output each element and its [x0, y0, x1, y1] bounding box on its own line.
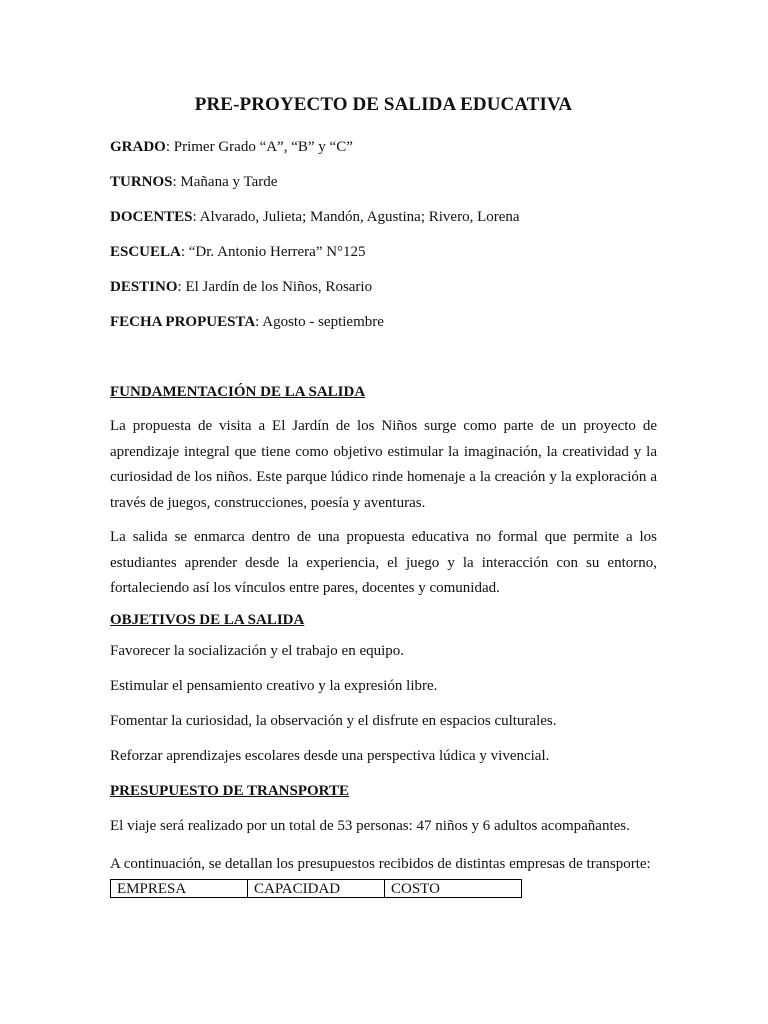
field-label: GRADO: [110, 139, 166, 155]
document-content: [110, 94, 657, 898]
paragraph: A continuación, se detallan los presupuestos recibidos de distintas empresas de transporte:: [110, 855, 651, 872]
field-value: : El Jardín de los Niños, Rosario: [177, 279, 373, 295]
section-heading-presupuesto: PRESUPUESTO DE TRANSPORTE: [110, 782, 349, 799]
field-escuela: [110, 243, 657, 261]
paragraph: La propuesta de visita a El Jardín de los Niños surge como parte de un proyecto de aprendizaje integral que tiene como objetivo estimular la imaginación, la creatividad y la curiosidad de los niños. Este parque lúdico rinde homenaje a la creación y la exploración a través de juegos, construcciones, poesía y aventuras.: [110, 418, 657, 511]
field-label: DOCENTES: [110, 209, 193, 225]
objective-item: Favorecer la socialización y el trabajo en equipo.: [110, 642, 405, 659]
paragraph: La salida se enmarca dentro de una propuesta educativa no formal que permite a los estudiantes aprender desde la experiencia, el juego y la interacción con su entorno, fortaleciendo así los vínculos entre pares, docentes y comunidad.: [110, 529, 657, 596]
table-header-row: [111, 880, 522, 898]
objective-item: Fomentar la curiosidad, la observación y el disfrute en espacios culturales.: [110, 712, 557, 729]
objective-item: Estimular el pensamiento creativo y la expresión libre.: [110, 677, 438, 694]
transport-budget-table: [110, 879, 522, 898]
field-fecha-propuesta: [110, 313, 657, 331]
field-value: : Mañana y Tarde: [172, 174, 278, 190]
field-value: : “Dr. Antonio Herrera” N°125: [180, 244, 366, 260]
objective-item: Reforzar aprendizajes escolares desde una perspectiva lúdica y vivencial.: [110, 747, 550, 764]
field-docentes: [110, 208, 657, 226]
table-header-cell: EMPRESA: [111, 880, 248, 898]
field-label: DESTINO: [110, 279, 178, 295]
field-value: : Alvarado, Julieta; Mandón, Agustina; Rivero, Lorena: [192, 209, 520, 225]
section-heading-fundamentacion: FUNDAMENTACIÓN DE LA SALIDA: [110, 384, 366, 400]
field-label: TURNOS: [110, 174, 173, 190]
field-grado: [110, 138, 657, 156]
field-value: : Primer Grado “A”, “B” y “C”: [165, 139, 353, 155]
table-header-cell: COSTO: [385, 880, 522, 898]
field-label: ESCUELA: [110, 244, 181, 260]
field-turnos: [110, 173, 657, 191]
section-spacer: [110, 348, 657, 383]
paragraph: El viaje será realizado por un total de 53 personas: 47 niños y 6 adultos acompañantes.: [110, 817, 630, 834]
field-value: : Agosto - septiembre: [255, 314, 384, 330]
field-destino: [110, 278, 657, 296]
field-label: FECHA PROPUESTA: [110, 314, 256, 330]
table-header-cell: CAPACIDAD: [248, 880, 385, 898]
section-heading-objetivos: OBJETIVOS DE LA SALIDA: [110, 611, 305, 628]
document-title: PRE-PROYECTO DE SALIDA EDUCATIVA: [194, 94, 573, 115]
